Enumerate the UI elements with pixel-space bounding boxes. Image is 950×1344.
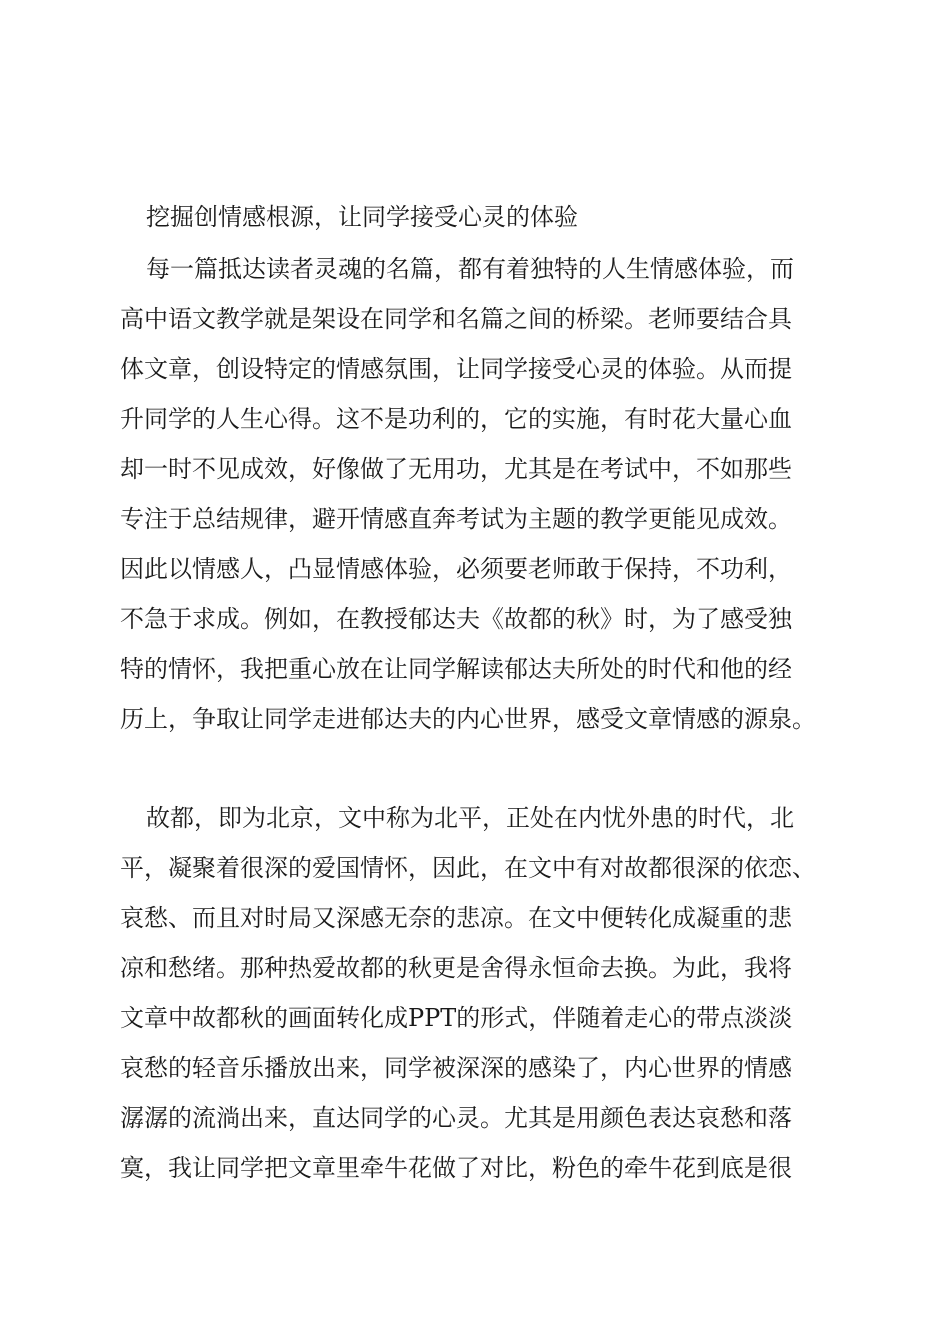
paragraph-1-line: 却一时不见成效，好像做了无用功，尤其是在考试中，不如那些 bbox=[120, 455, 792, 483]
paragraph-2-line: 平，凝聚着很深的爱国情怀，因此，在文中有对故都很深的依恋、 bbox=[120, 854, 816, 882]
paragraph-1-line: 每一篇抵达读者灵魂的名篇，都有着独特的人生情感体验，而 bbox=[146, 255, 794, 283]
paragraph-1-line: 特的情怀，我把重心放在让同学解读郁达夫所处的时代和他的经 bbox=[120, 655, 792, 683]
paragraph-2-line: 文章中故都秋的画面转化成PPT的形式，伴随着走心的带点淡淡 bbox=[120, 1004, 793, 1032]
paragraph-2-line: 寞，我让同学把文章里牵牛花做了对比，粉色的牵牛花到底是很 bbox=[120, 1154, 792, 1182]
paragraph-2-line: 凉和愁绪。那种热爱故都的秋更是舍得永恒命去换。为此，我将 bbox=[120, 954, 792, 982]
document-heading: 挖掘创情感根源，让同学接受心灵的体验 bbox=[146, 203, 578, 231]
paragraph-2-line: 哀愁、而且对时局又深感无奈的悲凉。在文中便转化成凝重的悲 bbox=[120, 904, 792, 932]
paragraph-1-line: 高中语文教学就是架设在同学和名篇之间的桥梁。老师要结合具 bbox=[120, 305, 792, 333]
paragraph-1-line: 升同学的人生心得。这不是功利的，它的实施，有时花大量心血 bbox=[120, 405, 792, 433]
paragraph-1-line: 不急于求成。例如，在教授郁达夫《故都的秋》时，为了感受独 bbox=[120, 605, 792, 633]
paragraph-2-line: 故都，即为北京，文中称为北平，正处在内忧外患的时代，北 bbox=[146, 804, 794, 832]
paragraph-2-line: 潺潺的流淌出来，直达同学的心灵。尤其是用颜色表达哀愁和落 bbox=[120, 1104, 792, 1132]
paragraph-1-line: 历上，争取让同学走进郁达夫的内心世界，感受文章情感的源泉。 bbox=[120, 705, 816, 733]
paragraph-2-line: 哀愁的轻音乐播放出来，同学被深深的感染了，内心世界的情感 bbox=[120, 1054, 792, 1082]
paragraph-1-line: 体文章，创设特定的情感氛围，让同学接受心灵的体验。从而提 bbox=[120, 355, 792, 383]
paragraph-1-line: 专注于总结规律，避开情感直奔考试为主题的教学更能见成效。 bbox=[120, 505, 792, 533]
paragraph-1-line: 因此以情感人，凸显情感体验，必须要老师敢于保持，不功利， bbox=[120, 555, 792, 583]
